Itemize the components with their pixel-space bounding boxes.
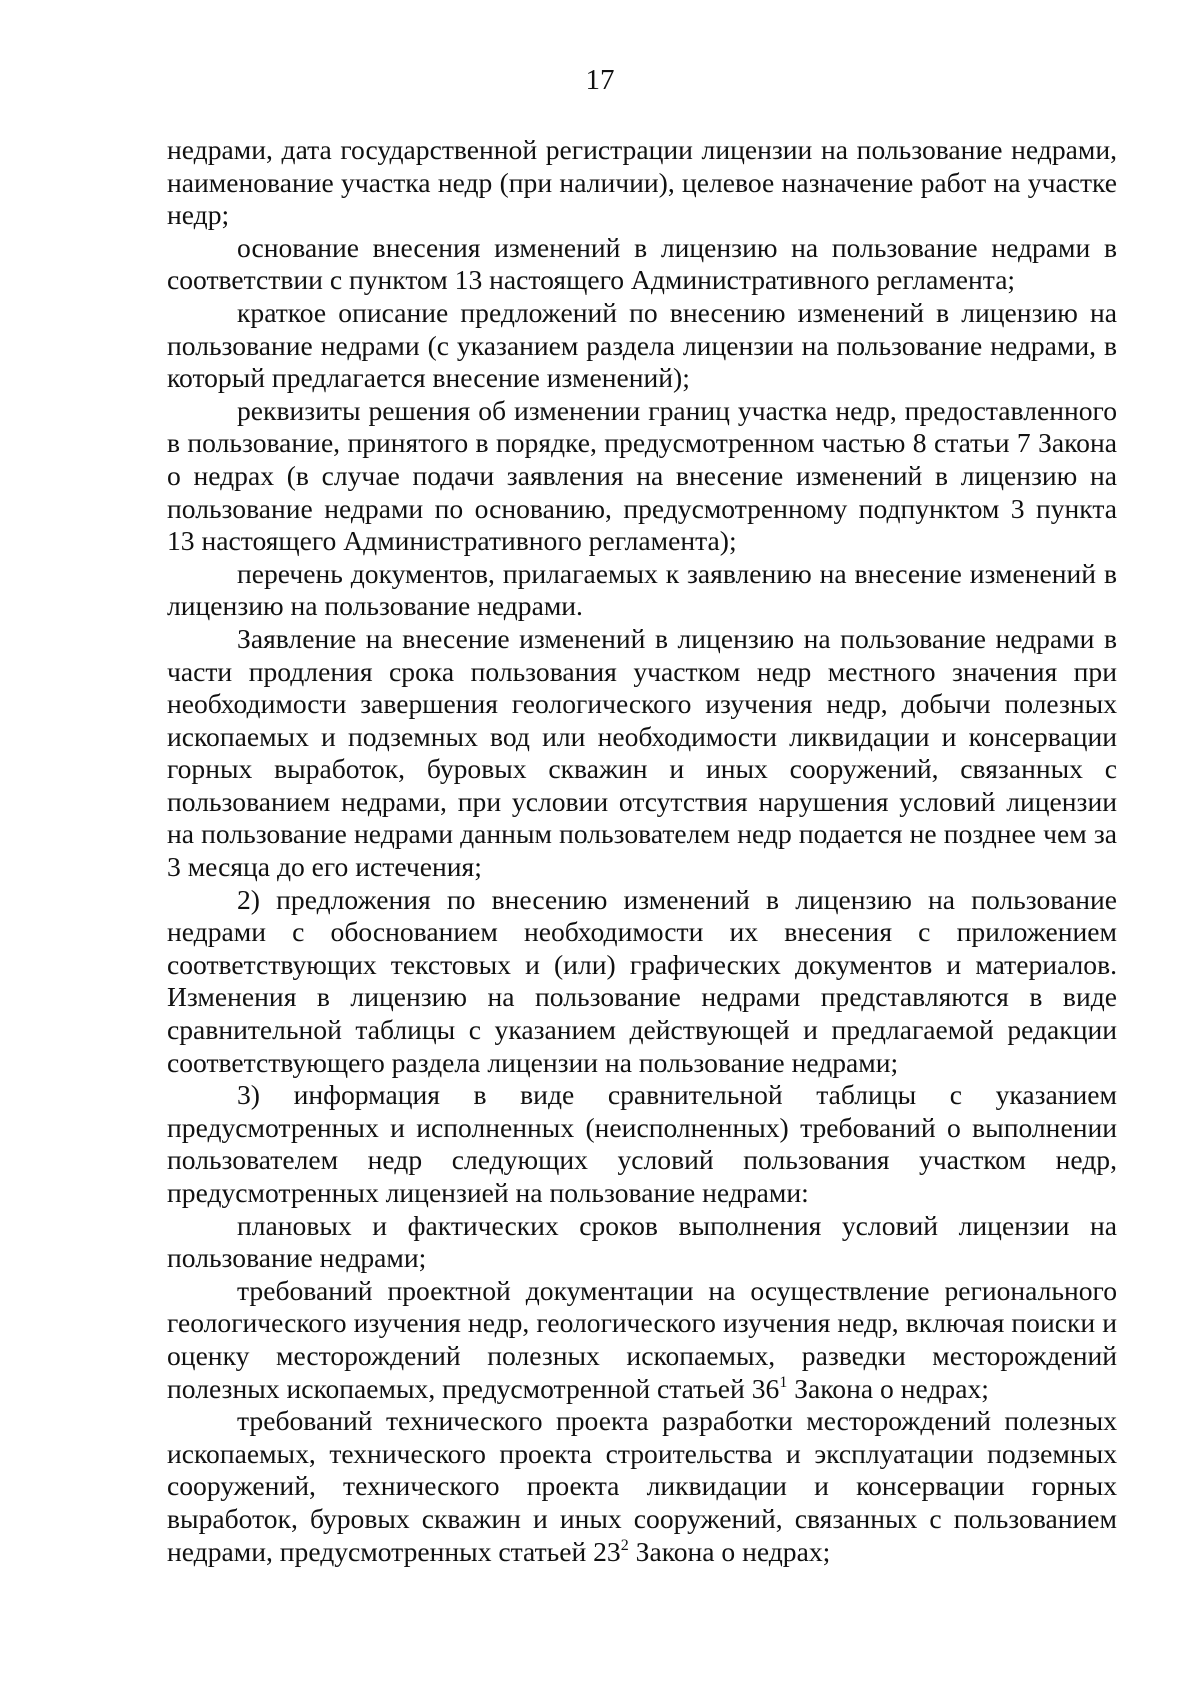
paragraph-item-2-proposals: 2) предложения по внесению изменений в лицензию на пользование недрами с обоснованием необходимости их внесения с приложением соответствующих текстовых и (или) графических документов и материалов. Изменения в лицензию на пользование недрами представляются в виде сравнительной таблицы с указанием действующей и предлагаемой редакции соответствующего раздела лицензии на пользование недрами; — [167, 883, 1117, 1078]
superscript: 1 — [779, 1373, 788, 1391]
paragraph-planned-deadlines: плановых и фактических сроков выполнения условий лицензии на пользование недрами; — [167, 1209, 1117, 1274]
paragraph-document-list: перечень документов, прилагаемых к заявлению на внесение изменений в лицензию на пользование недрами. — [167, 557, 1117, 622]
document-body — [167, 134, 1117, 1568]
page-number: 17 — [585, 64, 615, 96]
paragraph-technical-project — [167, 1405, 1117, 1568]
paragraph-grounds-for-changes: основание внесения изменений в лицензию на пользование недрами в соответствии с пунктом 13 настоящего Административного регламента; — [167, 231, 1117, 296]
paragraph-text: требований технического проекта разработки месторождений полезных ископаемых, технического проекта строительства и эксплуатации подземных сооружений, технического проекта ликвидации и консервации горных выработок, буровых скважин и иных сооружений, связанных с пользованием недрами, предусмотренных статьей 23 — [167, 1405, 1117, 1567]
superscript: 2 — [620, 1536, 629, 1554]
paragraph-boundary-decision: реквизиты решения об изменении границ участка недр, предоставленного в пользование, принятого в порядке, предусмотренном частью 8 статьи 7 Закона о недрах (в случае подачи заявления на внесение изменений в лицензию на пользование недрами по основанию, предусмотренному подпунктом 3 пункта 13 настоящего Административного регламента); — [167, 394, 1117, 557]
paragraph-text-end: Закона о недрах; — [628, 1535, 831, 1567]
paragraph-item-3-information: 3) информация в виде сравнительной таблицы с указанием предусмотренных и исполненных (неисполненных) требований о выполнении пользователем недр следующих условий пользования участком недр, предусмотренных лицензией на пользование недрами: — [167, 1079, 1117, 1208]
paragraph-extension-application: Заявление на внесение изменений в лицензию на пользование недрами в части продления срока пользования участком недр местного значения при необходимости завершения геологического изучения недр, добычи полезных ископаемых и подземных вод или необходимости ликвидации и консервации горных выработок, буровых скважин и иных сооружений, связанных с пользованием недрами, при условии отсутствия нарушения условий лицензии на пользование недрами данным пользователем недр подается не позднее чем за 3 месяца до его истечения; — [167, 622, 1117, 883]
paragraph-license-details: недрами, дата государственной регистрации лицензии на пользование недрами, наименование участка недр (при наличии), целевое назначение работ на участке недр; — [167, 134, 1117, 231]
paragraph-text: требований проектной документации на осуществление регионального геологического изучения недр, геологического изучения недр, включая поиски и оценку месторождений полезных ископаемых, разведки месторождений полезных ископаемых, предусмотренной статьей 36 — [167, 1274, 1117, 1404]
paragraph-brief-description: краткое описание предложений по внесению изменений в лицензию на пользование недрами (с указанием раздела лицензии на пользование недрами, в который предлагается внесение изменений); — [167, 296, 1117, 394]
paragraph-text-end: Закона о недрах; — [787, 1372, 989, 1404]
paragraph-project-documentation — [167, 1275, 1117, 1405]
